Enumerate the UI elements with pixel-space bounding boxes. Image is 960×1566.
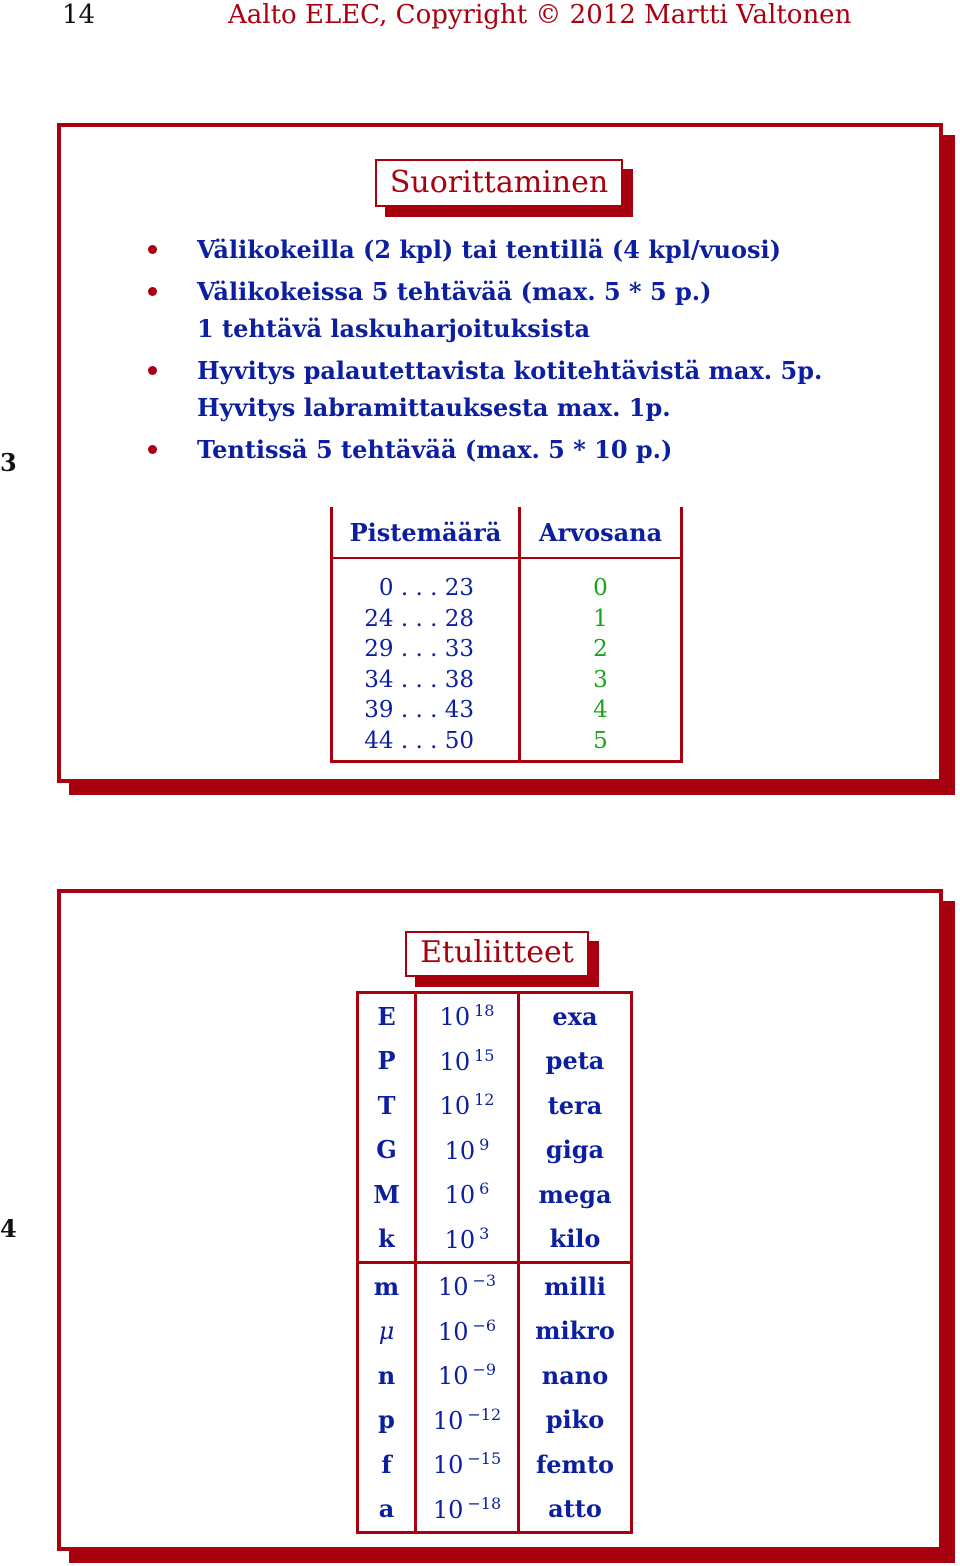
table-row: [358, 1172, 632, 1217]
power-base: 10: [437, 1317, 469, 1346]
prefix-name: exa: [519, 993, 632, 1039]
prefix-power: [416, 1353, 519, 1398]
grade-cell: 4: [520, 695, 682, 726]
table-row: [358, 1309, 632, 1354]
power-exponent: 6: [479, 1179, 490, 1199]
page-header: Aalto ELEC, Copyright © 2012 Martti Valtonen: [228, 0, 852, 30]
prefix-power: [416, 1083, 519, 1128]
table-row: [358, 1442, 632, 1487]
grade-table: [330, 507, 683, 763]
list-item: [139, 352, 822, 426]
prefix-symbol: T: [358, 1083, 416, 1128]
prefix-symbol: n: [358, 1353, 416, 1398]
power-exponent: 9: [479, 1134, 490, 1154]
slide-suorittaminen: [57, 123, 943, 783]
power-base: 10: [432, 1406, 464, 1435]
power-base: 10: [439, 1003, 471, 1032]
slide-title: Suorittaminen: [375, 159, 623, 207]
bullet-text: Välikokeissa 5 tehtävää (max. 5 * 5 p.): [197, 277, 712, 306]
points-cell: 44 . . . 50: [332, 726, 520, 762]
page-number: 14: [62, 0, 96, 30]
prefix-symbol: k: [358, 1217, 416, 1263]
prefix-power: [416, 993, 519, 1039]
points-cell: 34 . . . 38: [332, 665, 520, 696]
power-exponent: 15: [474, 1045, 495, 1065]
bullet-text: Tentissä 5 tehtävää (max. 5 * 10 p.): [197, 435, 673, 464]
points-cell: 29 . . . 33: [332, 634, 520, 665]
power-exponent: 3: [479, 1223, 490, 1243]
list-item: [139, 273, 822, 347]
prefix-symbol: f: [358, 1442, 416, 1487]
slide-etuliitteet: [57, 889, 943, 1551]
power-exponent: −18: [467, 1493, 502, 1513]
prefix-name: mikro: [519, 1309, 632, 1354]
prefix-power: [416, 1172, 519, 1217]
prefix-power: [416, 1442, 519, 1487]
grade-cell: 1: [520, 604, 682, 635]
power-base: 10: [444, 1225, 476, 1254]
prefix-symbol: M: [358, 1172, 416, 1217]
power-base: 10: [444, 1136, 476, 1165]
prefix-power: [416, 1309, 519, 1354]
power-base: 10: [432, 1451, 464, 1480]
table-row: [358, 1353, 632, 1398]
table-row: [358, 1487, 632, 1533]
prefix-symbol: μ: [358, 1309, 416, 1354]
power-exponent: −15: [467, 1449, 502, 1469]
prefix-table: [356, 991, 633, 1534]
table-row: [358, 1398, 632, 1443]
points-cell: 24 . . . 28: [332, 604, 520, 635]
prefix-symbol: p: [358, 1398, 416, 1443]
power-exponent: 18: [474, 1001, 495, 1021]
prefix-symbol: m: [358, 1263, 416, 1309]
power-base: 10: [432, 1495, 464, 1524]
prefix-power: [416, 1487, 519, 1533]
prefix-name: peta: [519, 1039, 632, 1084]
prefix-name: tera: [519, 1083, 632, 1128]
bullet-icon: [148, 445, 157, 454]
table-row: [332, 726, 682, 762]
prefix-name: milli: [519, 1263, 632, 1309]
bullet-list: [139, 231, 822, 473]
prefix-name: atto: [519, 1487, 632, 1533]
table-row: [358, 1217, 632, 1263]
power-base: 10: [439, 1092, 471, 1121]
table-row: [332, 695, 682, 726]
prefix-symbol: P: [358, 1039, 416, 1084]
prefix-name: femto: [519, 1442, 632, 1487]
prefix-name: kilo: [519, 1217, 632, 1263]
slide-title: Etuliitteet: [405, 931, 589, 977]
table-row: [332, 604, 682, 635]
bullet-text: Välikokeilla (2 kpl) tai tentillä (4 kpl/vuosi): [197, 235, 781, 264]
prefix-power: [416, 1398, 519, 1443]
power-base: 10: [444, 1181, 476, 1210]
points-cell: 0 . . . 23: [332, 558, 520, 604]
power-base: 10: [437, 1273, 469, 1302]
power-base: 10: [439, 1047, 471, 1076]
bullet-text: Hyvitys palautettavista kotitehtävistä max. 5p.: [197, 356, 823, 385]
power-exponent: −12: [467, 1404, 502, 1424]
points-cell: 39 . . . 43: [332, 695, 520, 726]
column-header: Pistemäärä: [332, 507, 520, 558]
power-exponent: 12: [474, 1090, 495, 1110]
bullet-icon: [148, 287, 157, 296]
grade-cell: 0: [520, 558, 682, 604]
prefix-name: giga: [519, 1128, 632, 1173]
prefix-name: mega: [519, 1172, 632, 1217]
list-item: [139, 231, 822, 268]
bullet-icon: [148, 366, 157, 375]
table-row: [332, 558, 682, 604]
power-exponent: −9: [472, 1360, 497, 1380]
prefix-symbol: a: [358, 1487, 416, 1533]
prefix-power: [416, 1039, 519, 1084]
prefix-symbol: E: [358, 993, 416, 1039]
slide-number: 3: [0, 448, 17, 477]
column-header: Arvosana: [520, 507, 682, 558]
slide-number: 4: [0, 1214, 17, 1243]
prefix-power: [416, 1128, 519, 1173]
prefix-name: nano: [519, 1353, 632, 1398]
bullet-text: Hyvitys labramittauksesta max. 1p.: [197, 393, 671, 422]
grade-cell: 5: [520, 726, 682, 762]
bullet-text: 1 tehtävä laskuharjoituksista: [197, 314, 590, 343]
table-row: [358, 1128, 632, 1173]
table-row: [358, 1263, 632, 1309]
power-exponent: −6: [472, 1315, 497, 1335]
prefix-name: piko: [519, 1398, 632, 1443]
grade-cell: 3: [520, 665, 682, 696]
grade-cell: 2: [520, 634, 682, 665]
prefix-symbol: G: [358, 1128, 416, 1173]
prefix-power: [416, 1217, 519, 1263]
table-row: [332, 665, 682, 696]
prefix-power: [416, 1263, 519, 1309]
power-exponent: −3: [472, 1271, 497, 1291]
bullet-icon: [148, 245, 157, 254]
table-row: [358, 993, 632, 1039]
list-item: [139, 431, 822, 468]
table-row: [332, 634, 682, 665]
table-row: [358, 1039, 632, 1084]
power-base: 10: [437, 1362, 469, 1391]
table-row: [358, 1083, 632, 1128]
